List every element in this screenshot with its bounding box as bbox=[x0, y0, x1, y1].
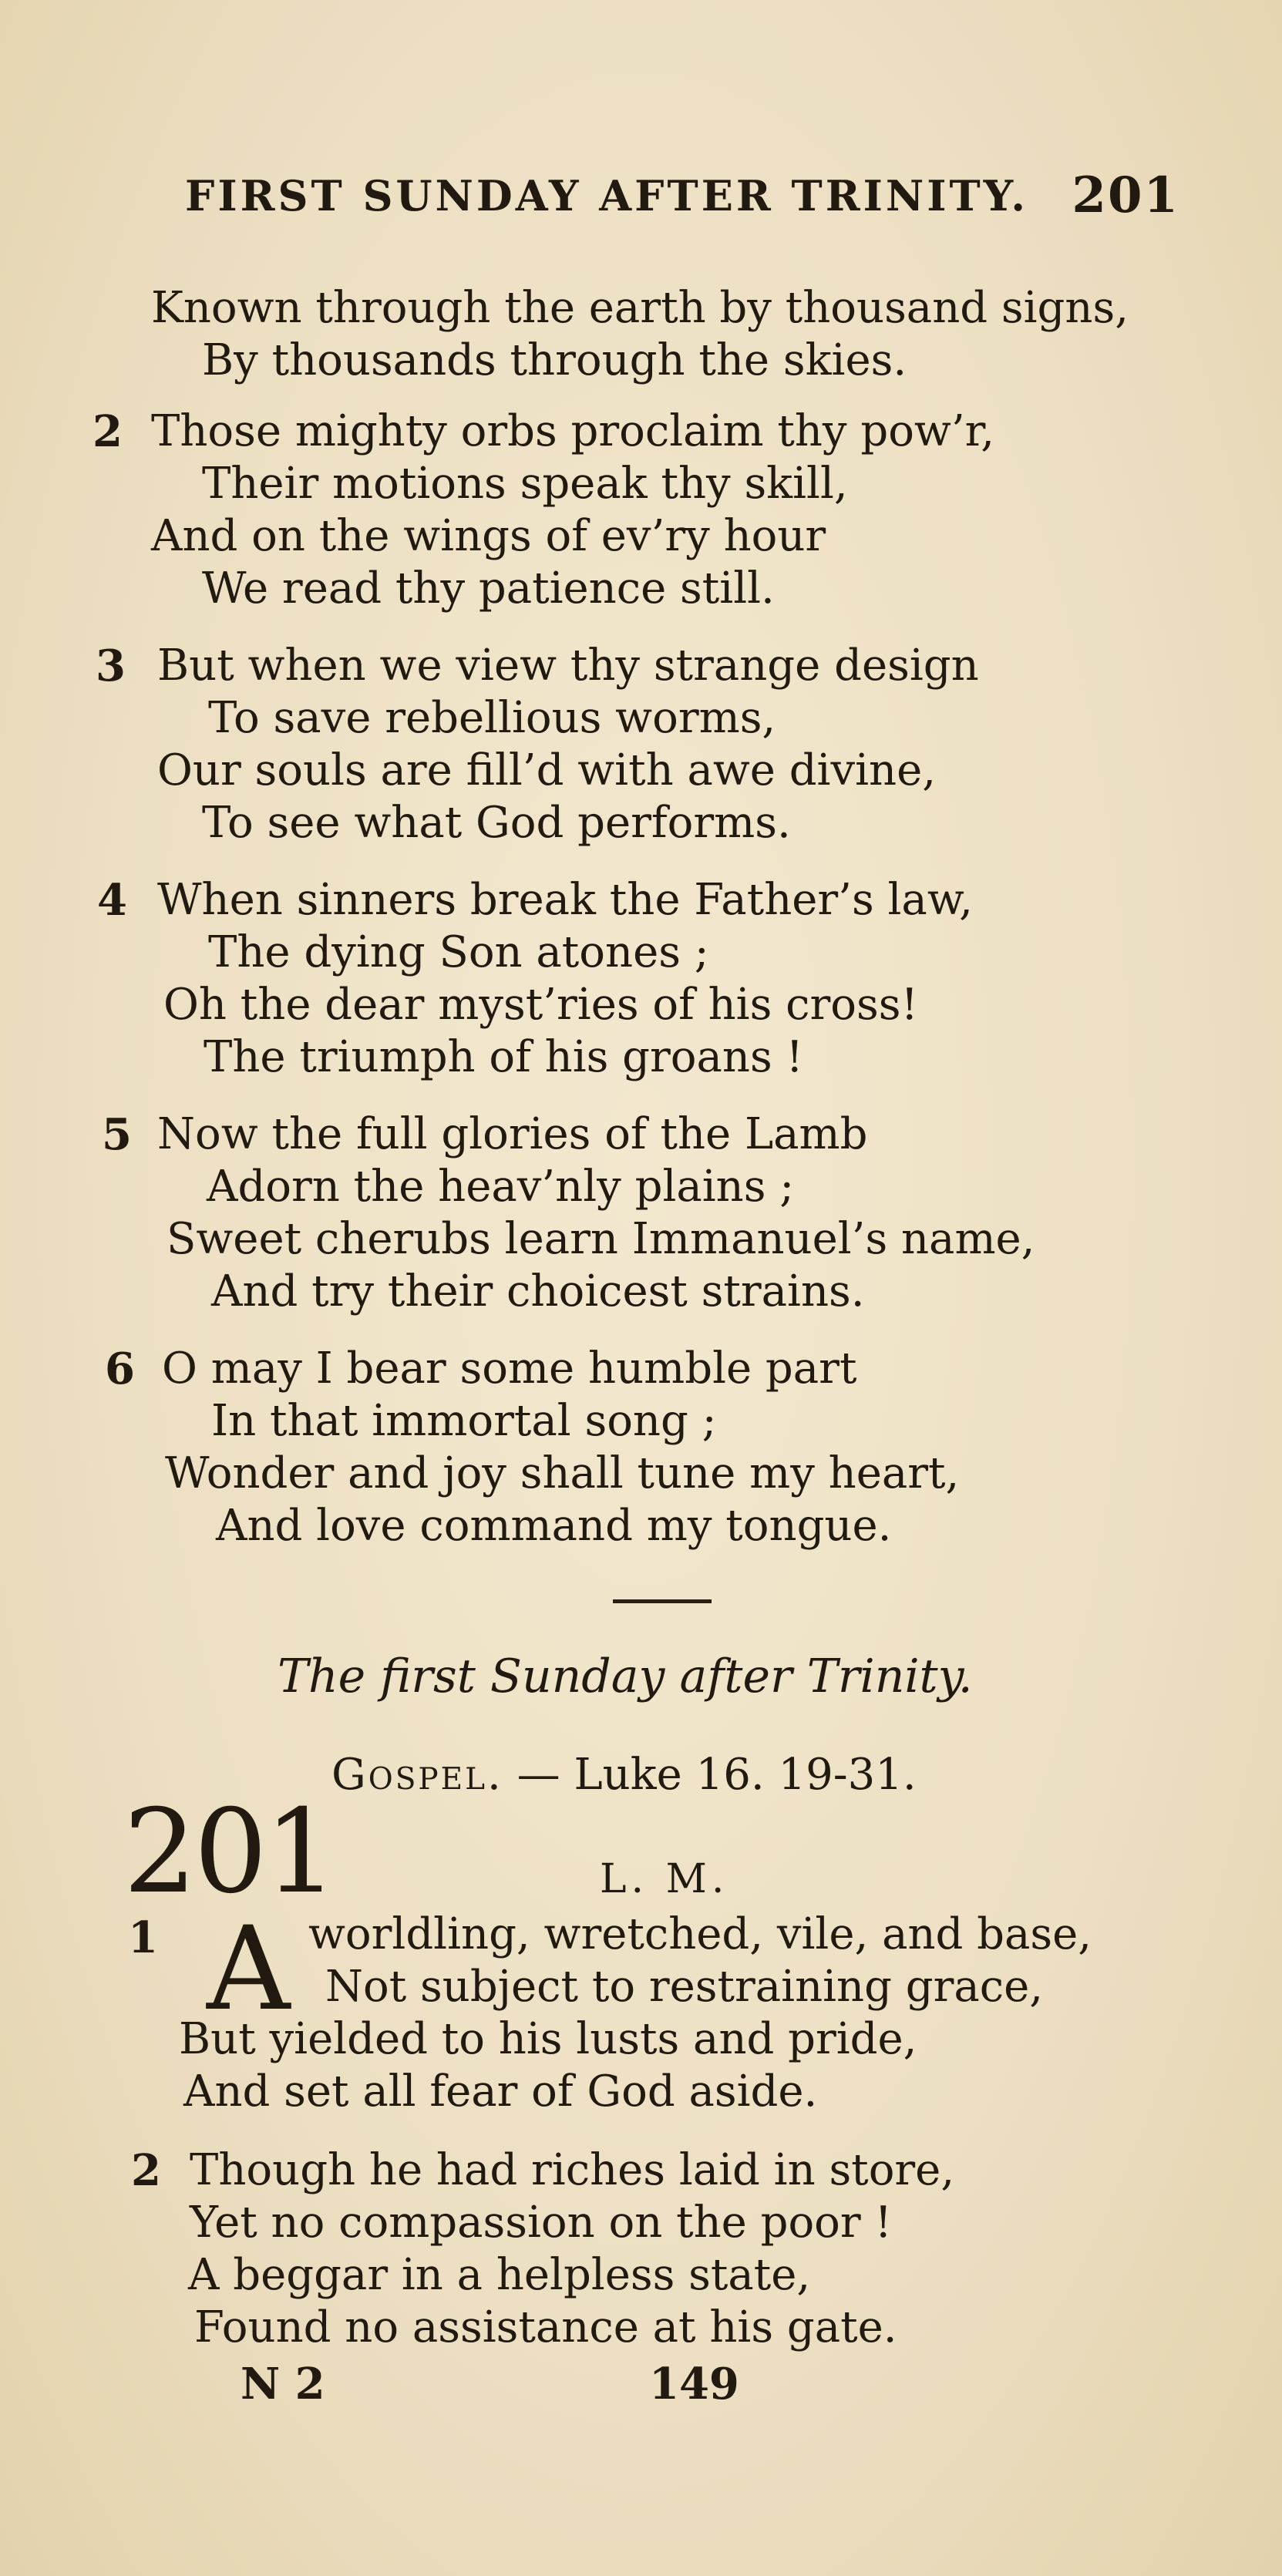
verse-line: Known through the earth by thousand signs, bbox=[151, 283, 1129, 333]
verse-line: To see what God performs. bbox=[202, 798, 791, 848]
verse-number: 1 bbox=[128, 1912, 158, 1963]
gospel-reference bbox=[331, 1750, 917, 1800]
verse-line: And try their choicest strains. bbox=[211, 1266, 865, 1317]
verse-line: We read thy patience still. bbox=[202, 563, 775, 614]
verse-line: Now the full glories of the Lamb bbox=[157, 1109, 868, 1159]
gospel-citation: — Luke 16. 19-31. bbox=[517, 1750, 917, 1800]
running-header bbox=[185, 166, 1179, 224]
drop-cap: A bbox=[207, 1902, 291, 2036]
page-number: 201 bbox=[1072, 166, 1179, 224]
verse-line: O may I bear some humble part bbox=[162, 1343, 857, 1394]
verse-line: Our souls are fill’d with awe divine, bbox=[157, 745, 937, 795]
verse-line: The dying Son atones ; bbox=[208, 927, 709, 977]
verse-line: By thousands through the skies. bbox=[202, 335, 907, 385]
verse-line: Their motions speak thy skill, bbox=[202, 459, 848, 509]
verse-line: And love command my tongue. bbox=[216, 1501, 892, 1551]
verse-line: In that immortal song ; bbox=[211, 1396, 717, 1446]
verse-line: And set all fear of God aside. bbox=[183, 2067, 818, 2117]
section-divider bbox=[613, 1599, 712, 1603]
verse-line: Wonder and joy shall tune my heart, bbox=[165, 1448, 960, 1498]
verse-line: And on the wings of ev’ry hour bbox=[151, 511, 826, 561]
verse-line: Though he had riches laid in store, bbox=[190, 2145, 955, 2195]
verse-line: When sinners break the Father’s law, bbox=[157, 875, 973, 925]
section-title: The first Sunday after Trinity. bbox=[278, 1650, 973, 1703]
verse-line: Oh the dear myst’ries of his cross! bbox=[163, 980, 918, 1030]
verse-line: But yielded to his lusts and pride, bbox=[179, 2014, 917, 2064]
verse-number: 5 bbox=[102, 1109, 132, 1160]
hymn-number: 201 bbox=[123, 1785, 335, 1919]
verse-number: 3 bbox=[96, 641, 126, 691]
verse-line: But when we view thy strange design bbox=[157, 641, 979, 691]
signature-mark: N 2 bbox=[241, 2359, 325, 2410]
verse-line: Found no assistance at his gate. bbox=[194, 2302, 897, 2352]
verse-line: Adorn the heav’nly plains ; bbox=[207, 1162, 795, 1212]
verse-number: 2 bbox=[131, 2145, 161, 2196]
verse-line: worldling, wretched, vile, and base, bbox=[308, 1909, 1092, 1959]
verse-line: To save rebellious worms, bbox=[208, 693, 776, 743]
verse-number: 6 bbox=[105, 1343, 135, 1394]
verse-number: 2 bbox=[93, 406, 123, 457]
verse-line: The triumph of his groans ! bbox=[204, 1032, 804, 1082]
verse-line: Yet no compassion on the poor ! bbox=[190, 2198, 892, 2248]
header-title: FIRST SUNDAY AFTER TRINITY. bbox=[185, 171, 1029, 220]
verse-line: A beggar in a helpless state, bbox=[188, 2250, 811, 2300]
footer-page-number: 149 bbox=[649, 2359, 739, 2410]
verse-line: Sweet cherubs learn Immanuel’s name, bbox=[167, 1214, 1035, 1264]
verse-number: 4 bbox=[97, 875, 127, 926]
gospel-label: Gospel. bbox=[331, 1750, 503, 1800]
verse-line: Those mighty orbs proclaim thy pow’r, bbox=[151, 406, 995, 456]
hymn-meter: L. M. bbox=[600, 1856, 729, 1902]
verse-line: Not subject to restraining grace, bbox=[325, 1962, 1044, 2012]
